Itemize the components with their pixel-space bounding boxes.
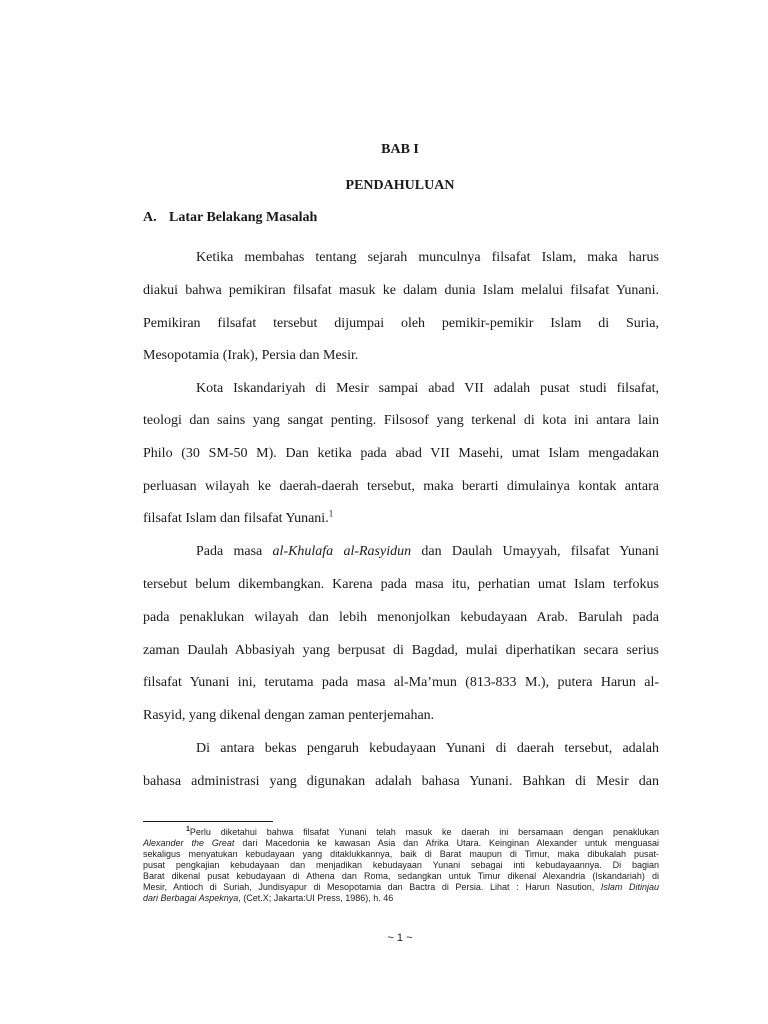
footnote-line: sekaligus menyatukan kebudayaan yang ditaklukkannya, baik di Barat maupun di Timur, maka dibukalah pusat- (143, 849, 659, 859)
section-letter: A. (143, 210, 157, 225)
section-heading-text: Latar Belakang Masalah (169, 210, 318, 225)
paragraph-line: pada penaklukan wilayah dan lebih menonjolkan kebudayaan Arab. Barulah pada (143, 610, 659, 625)
paragraph-line: Kota Iskandariyah di Mesir sampai abad VII adalah pusat studi filsafat, (196, 381, 659, 396)
footnote-text: Mesir, Antioch di Suriah, Jundisyapur di Mesopotamia dan Bactra di Persia. Lihat : Harun Nasution, (143, 882, 601, 892)
paragraph-line: Philo (30 SM-50 M). Dan ketika pada abad VII Masehi, umat Islam mengadakan (143, 446, 659, 461)
paragraph-line (196, 543, 659, 561)
footnote-italic: Alexander the Great (143, 838, 235, 848)
paragraph-line: Mesopotamia (Irak), Persia dan Mesir. (143, 348, 359, 363)
chapter-title: BAB I (381, 142, 419, 157)
paragraph-line: Rasyid, yang dikenal dengan zaman penterjemahan. (143, 708, 435, 723)
paragraph-line: zaman Daulah Abbasiyah yang berpusat di Bagdad, mulai diperhatikan secara serius (143, 643, 659, 658)
page-number: ~ 1 ~ (387, 932, 413, 944)
paragraph-line: tersebut belum dikembangkan. Karena pada masa itu, perhatian umat Islam terfokus (143, 577, 659, 592)
footnote-line (143, 882, 659, 892)
paragraph-line: Pemikiran filsafat tersebut dijumpai oleh pemikir-pemikir Islam di Suria, (143, 316, 659, 331)
paragraph-line: bahasa administrasi yang digunakan adalah bahasa Yunani. Bahkan di Mesir dan (143, 774, 659, 789)
paragraph-line: filsafat Yunani ini, terutama pada masa al-Ma’mun (813-833 M.), putera Harun al- (143, 675, 659, 690)
footnote-number: 1 (186, 826, 190, 833)
footnote-italic: Islam Ditinjau (600, 882, 659, 892)
paragraph-line (143, 510, 659, 528)
footnote-line: pusat pengkajian kebudayaan dan menjadikan kebudayaan Yunani sebagai inti kebudayaannya. Di bagian (143, 860, 659, 870)
paragraph-line: diakui bahwa pemikiran filsafat masuk ke dalam dunia Islam melalui filsafat Yunani. (143, 283, 659, 298)
footnote-line: Barat dikenal pusat kebudayaan di Athena dan Roma, sedangkan untuk Timur dikenal Alexandria (Iskandariah) di (143, 871, 659, 881)
paragraph-line: Ketika membahas tentang sejarah munculnya filsafat Islam, maka harus (196, 250, 659, 265)
footnote-italic: dari Berbagai Aspeknya (143, 893, 239, 903)
paragraph-text: filsafat Islam dan filsafat Yunani. (143, 511, 329, 526)
paragraph-line: Di antara bekas pengaruh kebudayaan Yunani di daerah tersebut, adalah (196, 741, 659, 756)
footnote-text: , (Cet.X; Jakarta:UI Press, 1986), h. 46 (238, 893, 394, 903)
paragraph-text: Pada masa (196, 544, 273, 559)
section-heading (143, 210, 317, 226)
footnote-line (143, 838, 659, 848)
paragraph-line: teologi dan sains yang sangat penting. Filsosof yang terkenal di kota ini antara lain (143, 413, 659, 428)
chapter-subtitle: PENDAHULUAN (345, 178, 455, 193)
paragraph-text: dan Daulah Umayyah, filsafat Yunani (411, 544, 659, 559)
footnote-line (143, 893, 659, 903)
footnote-text: Perlu diketahui bahwa filsafat Yunani telah masuk ke daerah ini bersamaan dengan penaklukan (189, 827, 659, 837)
footnote-reference[interactable]: 1 (328, 508, 334, 519)
footnote-separator (143, 821, 273, 822)
footnote-text: dari Macedonia ke kawasan Asia dan Afrika Utara. Keinginan Alexander untuk menguasai (234, 838, 659, 848)
paragraph-line: perluasan wilayah ke daerah-daerah tersebut, maka berarti dimulainya kontak antara (143, 479, 659, 494)
italic-term: al-Khulafa al-Rasyidun (272, 544, 412, 559)
footnote-line (186, 827, 659, 837)
